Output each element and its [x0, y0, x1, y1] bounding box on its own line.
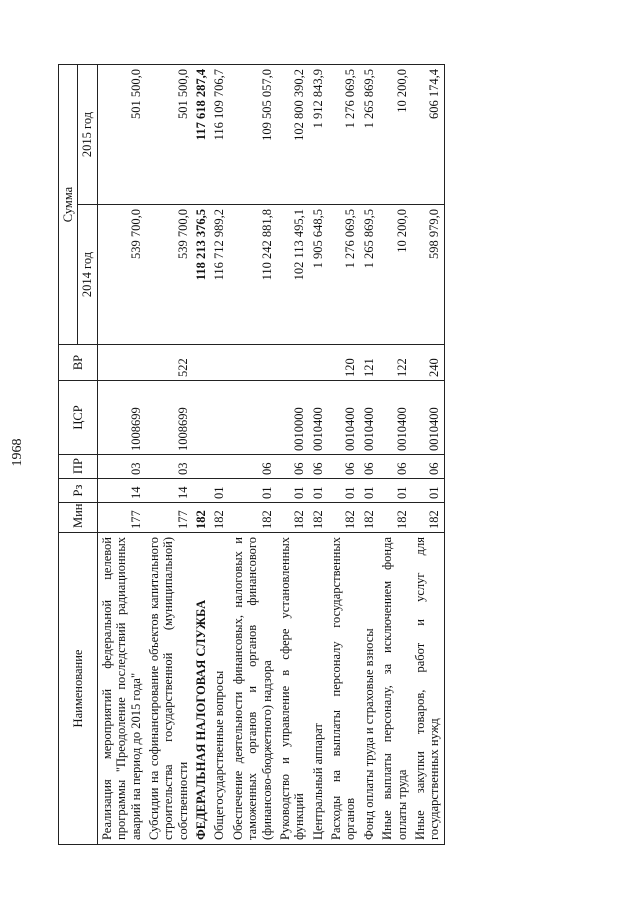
cell-min: 182	[309, 503, 327, 533]
cell-2014: 102 113 495,1	[276, 205, 309, 345]
header-csr: ЦСР	[59, 381, 98, 455]
cell-min: 182	[360, 503, 378, 533]
cell-2015: 109 505 057,0	[229, 65, 276, 205]
cell-rz: 14	[97, 479, 145, 503]
cell-name: Иные выплаты персоналу, за исключением фонда оплаты труда	[378, 533, 411, 845]
cell-2014: 539 700,0	[145, 205, 192, 345]
cell-name: Обеспечение деятельности финансовых, налоговых и таможенных органов и органов финансового (финансово-бюджетного) надзора	[229, 533, 276, 845]
cell-2015: 102 800 390,2	[276, 65, 309, 205]
cell-name: Руководство и управление в сфере установленных функций	[276, 533, 309, 845]
cell-csr: 0010400	[411, 381, 444, 455]
table-row	[210, 65, 228, 845]
cell-csr: 0010400	[378, 381, 411, 455]
cell-rz: 01	[378, 479, 411, 503]
cell-rz: 01	[327, 479, 360, 503]
cell-vr	[192, 345, 210, 381]
table-row	[309, 65, 327, 845]
cell-pr: 03	[145, 455, 192, 479]
cell-2015: 117 618 287,4	[192, 65, 210, 205]
header-2015: 2015 год	[78, 65, 97, 205]
cell-min: 177	[145, 503, 192, 533]
header-rz: Рз	[59, 479, 98, 503]
cell-2014: 539 700,0	[97, 205, 145, 345]
cell-pr: 06	[360, 455, 378, 479]
table-row	[378, 65, 411, 845]
header-vr: ВР	[59, 345, 98, 381]
cell-csr: 0010000	[276, 381, 309, 455]
cell-csr	[192, 381, 210, 455]
cell-min: 182	[378, 503, 411, 533]
cell-2014: 110 242 881,8	[229, 205, 276, 345]
cell-vr	[276, 345, 309, 381]
cell-pr: 06	[309, 455, 327, 479]
cell-2015: 1 912 843,9	[309, 65, 327, 205]
header-name: Наименование	[59, 533, 98, 845]
table-row	[192, 65, 210, 845]
table-row	[327, 65, 360, 845]
cell-2014: 598 979,0	[411, 205, 444, 345]
cell-name: Субсидии на софинансирование объектов капитального строительства государственной (муниципальной) собственности	[145, 533, 192, 845]
cell-vr: 121	[360, 345, 378, 381]
cell-pr: 06	[411, 455, 444, 479]
cell-rz: 01	[229, 479, 276, 503]
cell-rz: 14	[145, 479, 192, 503]
cell-rz: 01	[309, 479, 327, 503]
cell-2014: 1 276 069,5	[327, 205, 360, 345]
cell-2015: 116 109 706,7	[210, 65, 228, 205]
cell-2014: 118 213 376,5	[192, 205, 210, 345]
cell-csr: 0010400	[309, 381, 327, 455]
cell-name: Расходы на выплаты персоналу государственных органов	[327, 533, 360, 845]
cell-vr	[309, 345, 327, 381]
cell-vr: 522	[145, 345, 192, 381]
cell-2014: 116 712 989,2	[210, 205, 228, 345]
cell-2015: 606 174,4	[411, 65, 444, 205]
budget-table	[58, 64, 445, 845]
cell-csr: 1008699	[145, 381, 192, 455]
header-2014: 2014 год	[78, 205, 97, 345]
cell-name: Центральный аппарат	[309, 533, 327, 845]
cell-min: 182	[276, 503, 309, 533]
table-row	[276, 65, 309, 845]
cell-rz	[192, 479, 210, 503]
cell-vr: 120	[327, 345, 360, 381]
cell-rz: 01	[411, 479, 444, 503]
cell-pr: 06	[229, 455, 276, 479]
cell-name: ФЕДЕРАЛЬНАЯ НАЛОГОВАЯ СЛУЖБА	[192, 533, 210, 845]
cell-name: Фонд оплаты труда и страховые взносы	[360, 533, 378, 845]
header-min: Мин	[59, 503, 98, 533]
cell-name: Иные закупки товаров, работ и услуг для государственных нужд	[411, 533, 444, 845]
cell-csr	[229, 381, 276, 455]
header-sum: Сумма	[59, 65, 78, 345]
header-pr: ПР	[59, 455, 98, 479]
cell-name: Реализация мероприятий федеральной целевой программы "Преодоление последствий радиационных аварий на период до 2015 года"	[97, 533, 145, 845]
cell-min: 182	[411, 503, 444, 533]
cell-2015: 1 276 069,5	[327, 65, 360, 205]
cell-rz: 01	[276, 479, 309, 503]
table-row	[229, 65, 276, 845]
cell-2015: 501 500,0	[97, 65, 145, 205]
cell-pr	[210, 455, 228, 479]
table-row	[145, 65, 192, 845]
page-number: 1968	[10, 438, 25, 467]
cell-rz: 01	[210, 479, 228, 503]
cell-min: 182	[327, 503, 360, 533]
cell-min: 182	[192, 503, 210, 533]
cell-csr	[210, 381, 228, 455]
cell-csr: 1008699	[97, 381, 145, 455]
cell-2014: 10 200,0	[378, 205, 411, 345]
cell-2014: 1 905 648,5	[309, 205, 327, 345]
table-row	[411, 65, 444, 845]
cell-pr: 06	[378, 455, 411, 479]
cell-vr	[97, 345, 145, 381]
cell-vr: 240	[411, 345, 444, 381]
cell-2014: 1 265 869,5	[360, 205, 378, 345]
cell-csr: 0010400	[327, 381, 360, 455]
cell-vr	[229, 345, 276, 381]
table-body	[97, 65, 444, 845]
cell-pr: 06	[327, 455, 360, 479]
cell-min: 182	[210, 503, 228, 533]
cell-vr	[210, 345, 228, 381]
table-row	[360, 65, 378, 845]
cell-min: 182	[229, 503, 276, 533]
cell-pr: 03	[97, 455, 145, 479]
cell-2015: 10 200,0	[378, 65, 411, 205]
table-row	[97, 65, 145, 845]
cell-pr	[192, 455, 210, 479]
cell-min: 177	[97, 503, 145, 533]
cell-2015: 501 500,0	[145, 65, 192, 205]
cell-vr: 122	[378, 345, 411, 381]
cell-name: Общегосударственные вопросы	[210, 533, 228, 845]
cell-2015: 1 265 869,5	[360, 65, 378, 205]
cell-csr: 0010400	[360, 381, 378, 455]
cell-pr: 06	[276, 455, 309, 479]
cell-rz: 01	[360, 479, 378, 503]
